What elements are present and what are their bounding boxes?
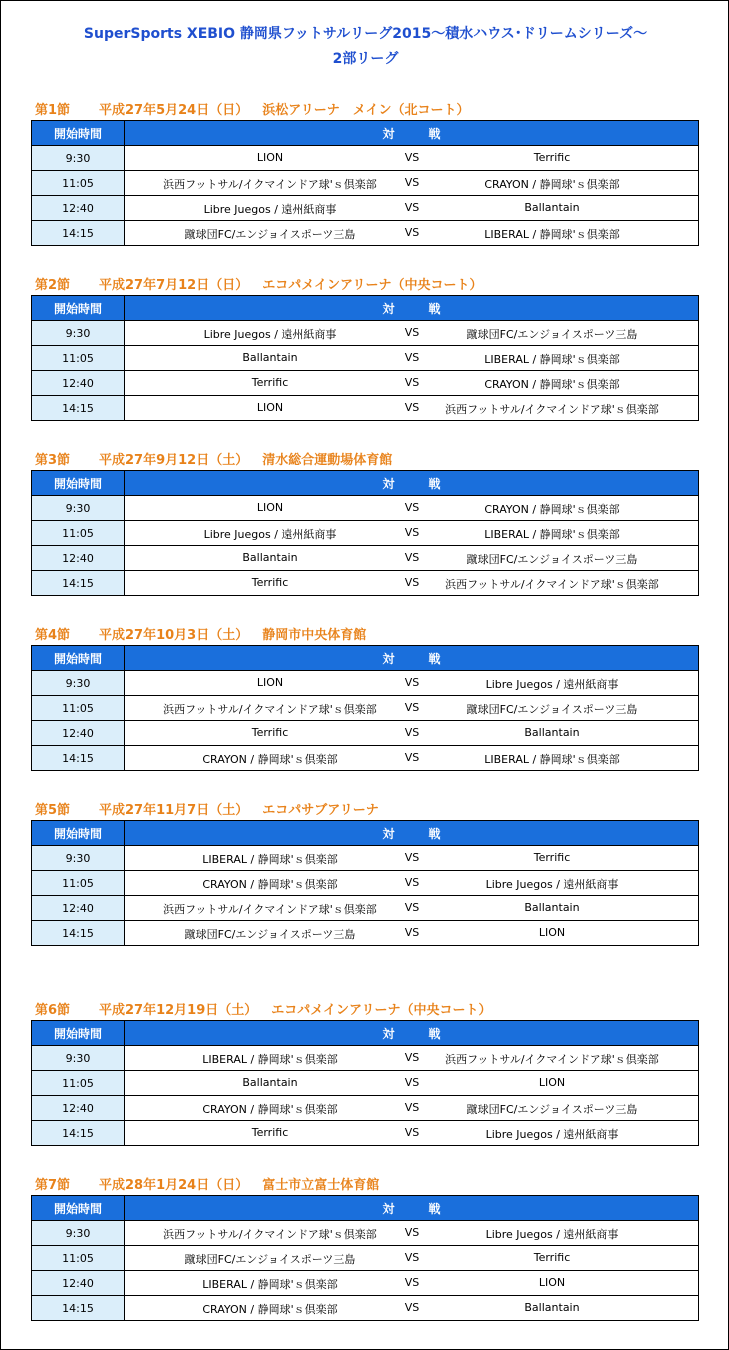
vs-label: VS bbox=[404, 1251, 420, 1264]
table-header-row bbox=[32, 121, 699, 146]
away-team: LIBERAL / 静岡球'ｓ倶楽部 bbox=[484, 753, 620, 766]
round-venue: 清水総合運動場体育館 bbox=[262, 453, 393, 468]
home-team: 蹴球団FC/エンジョイスポーツ三島 bbox=[184, 228, 356, 241]
away-team: 蹴球団FC/エンジョイスポーツ三島 bbox=[466, 328, 638, 341]
vs-label: VS bbox=[404, 926, 420, 939]
home-team: 浜西フットサル/イクマインドア球'ｓ倶楽部 bbox=[163, 703, 377, 716]
match-cell bbox=[125, 721, 699, 746]
table-row bbox=[32, 396, 699, 421]
away-team: CRAYON / 静岡球'ｓ倶楽部 bbox=[484, 503, 620, 516]
match-table bbox=[31, 120, 699, 246]
table-row bbox=[32, 321, 699, 346]
match-time: 9:30 bbox=[32, 496, 125, 521]
match-cell bbox=[125, 146, 699, 171]
table-row bbox=[32, 196, 699, 221]
match-time: 14:15 bbox=[32, 1296, 125, 1321]
vs-label: VS bbox=[404, 526, 420, 539]
match-time: 12:40 bbox=[32, 196, 125, 221]
away-team: Libre Juegos / 遠州紙商事 bbox=[485, 678, 619, 691]
header-match bbox=[125, 296, 699, 321]
match-table bbox=[31, 820, 699, 946]
away-team: 蹴球団FC/エンジョイスポーツ三島 bbox=[466, 553, 638, 566]
vs-label: VS bbox=[404, 901, 420, 914]
away-team: LIBERAL / 静岡球'ｓ倶楽部 bbox=[484, 228, 620, 241]
table-row bbox=[32, 671, 699, 696]
match-cell bbox=[125, 521, 699, 546]
away-team: 浜西フットサル/イクマインドア球'ｓ倶楽部 bbox=[445, 578, 659, 591]
match-cell bbox=[125, 396, 699, 421]
match-time: 12:40 bbox=[32, 721, 125, 746]
table-header-row bbox=[32, 1196, 699, 1221]
table-row bbox=[32, 546, 699, 571]
round-number: 第6節 bbox=[35, 1003, 71, 1018]
header-match-char-2: 戦 bbox=[428, 651, 441, 666]
vs-label: VS bbox=[404, 701, 420, 714]
round-date: 平成27年7月12日（日） bbox=[99, 278, 249, 293]
home-team: 浜西フットサル/イクマインドア球'ｓ倶楽部 bbox=[163, 1228, 377, 1241]
match-time: 9:30 bbox=[32, 846, 125, 871]
header-start-time: 開始時間 bbox=[32, 471, 125, 496]
home-team: LION bbox=[256, 676, 284, 689]
table-row bbox=[32, 746, 699, 771]
match-cell bbox=[125, 1096, 699, 1121]
home-team: CRAYON / 静岡球'ｓ倶楽部 bbox=[202, 1303, 338, 1316]
round-date: 平成27年5月24日（日） bbox=[99, 103, 249, 118]
page-title: SuperSports XEBIO 静岡県フットサルリーグ2015～積水ハウス･ドリームシリーズ～ bbox=[83, 26, 648, 42]
header-match bbox=[125, 1196, 699, 1221]
home-team: Libre Juegos / 遠州紙商事 bbox=[203, 203, 337, 216]
away-team: Libre Juegos / 遠州紙商事 bbox=[485, 1128, 619, 1141]
table-header-row bbox=[32, 821, 699, 846]
home-team: Terrific bbox=[251, 726, 289, 739]
away-team: Ballantain bbox=[524, 901, 580, 914]
header-match-char-2: 戦 bbox=[428, 1201, 441, 1216]
page-subtitle: 2部リーグ bbox=[332, 51, 399, 67]
home-team: 蹴球団FC/エンジョイスポーツ三島 bbox=[184, 1253, 356, 1266]
vs-label: VS bbox=[404, 851, 420, 864]
match-time: 9:30 bbox=[32, 146, 125, 171]
home-team: LIBERAL / 静岡球'ｓ倶楽部 bbox=[202, 1278, 338, 1291]
table-row bbox=[32, 146, 699, 171]
home-team: Terrific bbox=[251, 1126, 289, 1139]
home-team: LION bbox=[256, 501, 284, 514]
table-row bbox=[32, 1046, 699, 1071]
round-number: 第5節 bbox=[35, 803, 71, 818]
table-row bbox=[32, 1221, 699, 1246]
round-venue: 静岡市中央体育館 bbox=[262, 628, 367, 643]
round-heading bbox=[35, 1174, 379, 1193]
match-time: 11:05 bbox=[32, 346, 125, 371]
match-cell bbox=[125, 1071, 699, 1096]
round-heading bbox=[35, 274, 482, 293]
match-table bbox=[31, 470, 699, 596]
table-row bbox=[32, 1096, 699, 1121]
home-team: 浜西フットサル/イクマインドア球'ｓ倶楽部 bbox=[163, 903, 377, 916]
match-time: 14:15 bbox=[32, 571, 125, 596]
round-heading bbox=[35, 99, 469, 118]
home-team: Ballantain bbox=[242, 1076, 298, 1089]
away-team: Libre Juegos / 遠州紙商事 bbox=[485, 878, 619, 891]
away-team: 蹴球団FC/エンジョイスポーツ三島 bbox=[466, 703, 638, 716]
match-cell bbox=[125, 846, 699, 871]
home-team: Libre Juegos / 遠州紙商事 bbox=[203, 528, 337, 541]
home-team: LIBERAL / 静岡球'ｓ倶楽部 bbox=[202, 853, 338, 866]
round-number: 第2節 bbox=[35, 278, 71, 293]
vs-label: VS bbox=[404, 1051, 420, 1064]
header-start-time: 開始時間 bbox=[32, 1021, 125, 1046]
match-time: 9:30 bbox=[32, 1221, 125, 1246]
away-team: 浜西フットサル/イクマインドア球'ｓ倶楽部 bbox=[445, 1053, 659, 1066]
header-start-time: 開始時間 bbox=[32, 1196, 125, 1221]
round-venue: エコパメインアリーナ（中央コート） bbox=[271, 1003, 492, 1018]
vs-label: VS bbox=[404, 876, 420, 889]
home-team: Ballantain bbox=[242, 551, 298, 564]
table-row bbox=[32, 1071, 699, 1096]
vs-label: VS bbox=[404, 201, 420, 214]
match-cell bbox=[125, 1221, 699, 1246]
header-match-char-2: 戦 bbox=[428, 1026, 441, 1041]
vs-label: VS bbox=[404, 1301, 420, 1314]
home-team: CRAYON / 静岡球'ｓ倶楽部 bbox=[202, 753, 338, 766]
vs-label: VS bbox=[404, 176, 420, 189]
match-cell bbox=[125, 346, 699, 371]
round-venue: エコパメインアリーナ（中央コート） bbox=[262, 278, 483, 293]
vs-label: VS bbox=[404, 1076, 420, 1089]
away-team: Terrific bbox=[533, 1251, 571, 1264]
header-match-char-2: 戦 bbox=[428, 301, 441, 316]
header-start-time: 開始時間 bbox=[32, 296, 125, 321]
vs-label: VS bbox=[404, 1226, 420, 1239]
away-team: LIBERAL / 静岡球'ｓ倶楽部 bbox=[484, 528, 620, 541]
round-heading bbox=[35, 449, 392, 468]
table-row bbox=[32, 921, 699, 946]
vs-label: VS bbox=[404, 726, 420, 739]
match-cell bbox=[125, 921, 699, 946]
home-team: Libre Juegos / 遠州紙商事 bbox=[203, 328, 337, 341]
table-row bbox=[32, 846, 699, 871]
table-row bbox=[32, 871, 699, 896]
round-heading bbox=[35, 624, 366, 643]
table-header-row bbox=[32, 1021, 699, 1046]
away-team: CRAYON / 静岡球'ｓ倶楽部 bbox=[484, 178, 620, 191]
match-time: 12:40 bbox=[32, 1096, 125, 1121]
table-row bbox=[32, 1121, 699, 1146]
away-team: Terrific bbox=[533, 851, 571, 864]
match-table bbox=[31, 295, 699, 421]
match-time: 14:15 bbox=[32, 746, 125, 771]
match-time: 12:40 bbox=[32, 896, 125, 921]
table-header-row bbox=[32, 646, 699, 671]
table-row bbox=[32, 496, 699, 521]
match-time: 11:05 bbox=[32, 696, 125, 721]
table-header-row bbox=[32, 296, 699, 321]
round-venue: 富士市立富士体育館 bbox=[262, 1178, 380, 1193]
home-team: Ballantain bbox=[242, 351, 298, 364]
match-cell bbox=[125, 671, 699, 696]
table-row bbox=[32, 371, 699, 396]
vs-label: VS bbox=[404, 1276, 420, 1289]
header-start-time: 開始時間 bbox=[32, 646, 125, 671]
header-match-char-1: 対 bbox=[382, 826, 395, 841]
match-cell bbox=[125, 1046, 699, 1071]
table-row bbox=[32, 1246, 699, 1271]
match-table bbox=[31, 1195, 699, 1321]
match-cell bbox=[125, 546, 699, 571]
match-time: 12:40 bbox=[32, 546, 125, 571]
away-team: LION bbox=[538, 926, 566, 939]
vs-label: VS bbox=[404, 1126, 420, 1139]
header-match-char-2: 戦 bbox=[428, 126, 441, 141]
home-team: CRAYON / 静岡球'ｓ倶楽部 bbox=[202, 878, 338, 891]
match-time: 12:40 bbox=[32, 371, 125, 396]
home-team: Terrific bbox=[251, 576, 289, 589]
match-cell bbox=[125, 221, 699, 246]
table-header-row bbox=[32, 471, 699, 496]
match-time: 14:15 bbox=[32, 221, 125, 246]
table-row bbox=[32, 1296, 699, 1321]
match-time: 14:15 bbox=[32, 921, 125, 946]
match-time: 12:40 bbox=[32, 1271, 125, 1296]
match-time: 9:30 bbox=[32, 671, 125, 696]
header-match-char-2: 戦 bbox=[428, 476, 441, 491]
round-date: 平成27年10月3日（土） bbox=[99, 628, 249, 643]
home-team: 浜西フットサル/イクマインドア球'ｓ倶楽部 bbox=[163, 178, 377, 191]
vs-label: VS bbox=[404, 501, 420, 514]
match-cell bbox=[125, 371, 699, 396]
vs-label: VS bbox=[404, 576, 420, 589]
match-cell bbox=[125, 746, 699, 771]
round-venue: エコパサブアリーナ bbox=[262, 803, 379, 818]
match-time: 14:15 bbox=[32, 396, 125, 421]
match-cell bbox=[125, 871, 699, 896]
match-time: 11:05 bbox=[32, 1246, 125, 1271]
match-cell bbox=[125, 196, 699, 221]
away-team: LIBERAL / 静岡球'ｓ倶楽部 bbox=[484, 353, 620, 366]
match-cell bbox=[125, 1121, 699, 1146]
table-row bbox=[32, 346, 699, 371]
header-match-char-1: 対 bbox=[382, 651, 395, 666]
header-match bbox=[125, 1021, 699, 1046]
vs-label: VS bbox=[404, 326, 420, 339]
home-team: 蹴球団FC/エンジョイスポーツ三島 bbox=[184, 928, 356, 941]
away-team: Ballantain bbox=[524, 726, 580, 739]
table-row bbox=[32, 171, 699, 196]
away-team: LION bbox=[538, 1076, 566, 1089]
home-team: LION bbox=[256, 401, 284, 414]
home-team: LIBERAL / 静岡球'ｓ倶楽部 bbox=[202, 1053, 338, 1066]
header-match bbox=[125, 471, 699, 496]
header-match-char-1: 対 bbox=[382, 126, 395, 141]
match-cell bbox=[125, 571, 699, 596]
home-team: LION bbox=[256, 151, 284, 164]
round-date: 平成27年11月7日（土） bbox=[99, 803, 249, 818]
round-number: 第1節 bbox=[35, 103, 71, 118]
round-date: 平成27年12月19日（土） bbox=[99, 1003, 258, 1018]
home-team: CRAYON / 静岡球'ｓ倶楽部 bbox=[202, 1103, 338, 1116]
table-row bbox=[32, 721, 699, 746]
round-number: 第3節 bbox=[35, 453, 71, 468]
away-team: Ballantain bbox=[524, 1301, 580, 1314]
round-venue: 浜松アリーナ メイン（北コート） bbox=[262, 103, 470, 118]
away-team: 浜西フットサル/イクマインドア球'ｓ倶楽部 bbox=[445, 403, 659, 416]
away-team: Libre Juegos / 遠州紙商事 bbox=[485, 1228, 619, 1241]
table-row bbox=[32, 221, 699, 246]
vs-label: VS bbox=[404, 151, 420, 164]
header-start-time: 開始時間 bbox=[32, 821, 125, 846]
table-row bbox=[32, 896, 699, 921]
vs-label: VS bbox=[404, 376, 420, 389]
match-cell bbox=[125, 1271, 699, 1296]
header-match bbox=[125, 121, 699, 146]
away-team: CRAYON / 静岡球'ｓ倶楽部 bbox=[484, 378, 620, 391]
match-time: 11:05 bbox=[32, 521, 125, 546]
vs-label: VS bbox=[404, 401, 420, 414]
away-team: 蹴球団FC/エンジョイスポーツ三島 bbox=[466, 1103, 638, 1116]
table-row bbox=[32, 1271, 699, 1296]
header-match-char-1: 対 bbox=[382, 476, 395, 491]
match-cell bbox=[125, 321, 699, 346]
header-match bbox=[125, 646, 699, 671]
match-cell bbox=[125, 1246, 699, 1271]
table-row bbox=[32, 571, 699, 596]
home-team: Terrific bbox=[251, 376, 289, 389]
table-row bbox=[32, 521, 699, 546]
round-date: 平成28年1月24日（日） bbox=[99, 1178, 249, 1193]
round-date: 平成27年9月12日（土） bbox=[99, 453, 249, 468]
header-match-char-1: 対 bbox=[382, 1026, 395, 1041]
match-cell bbox=[125, 696, 699, 721]
match-time: 14:15 bbox=[32, 1121, 125, 1146]
vs-label: VS bbox=[404, 676, 420, 689]
vs-label: VS bbox=[404, 1101, 420, 1114]
round-heading bbox=[35, 999, 492, 1018]
table-row bbox=[32, 696, 699, 721]
header-match-char-1: 対 bbox=[382, 1201, 395, 1216]
header-match-char-2: 戦 bbox=[428, 826, 441, 841]
header-match-char-1: 対 bbox=[382, 301, 395, 316]
vs-label: VS bbox=[404, 226, 420, 239]
match-time: 9:30 bbox=[32, 1046, 125, 1071]
match-cell bbox=[125, 171, 699, 196]
match-time: 9:30 bbox=[32, 321, 125, 346]
vs-label: VS bbox=[404, 351, 420, 364]
away-team: Ballantain bbox=[524, 201, 580, 214]
match-time: 11:05 bbox=[32, 871, 125, 896]
match-table bbox=[31, 1020, 699, 1146]
header-start-time: 開始時間 bbox=[32, 121, 125, 146]
header-match bbox=[125, 821, 699, 846]
match-table bbox=[31, 645, 699, 771]
match-time: 11:05 bbox=[32, 171, 125, 196]
match-cell bbox=[125, 496, 699, 521]
match-time: 11:05 bbox=[32, 1071, 125, 1096]
match-cell bbox=[125, 896, 699, 921]
round-number: 第7節 bbox=[35, 1178, 71, 1193]
vs-label: VS bbox=[404, 751, 420, 764]
round-heading bbox=[35, 799, 379, 818]
vs-label: VS bbox=[404, 551, 420, 564]
match-cell bbox=[125, 1296, 699, 1321]
away-team: Terrific bbox=[533, 151, 571, 164]
round-number: 第4節 bbox=[35, 628, 71, 643]
away-team: LION bbox=[538, 1276, 566, 1289]
